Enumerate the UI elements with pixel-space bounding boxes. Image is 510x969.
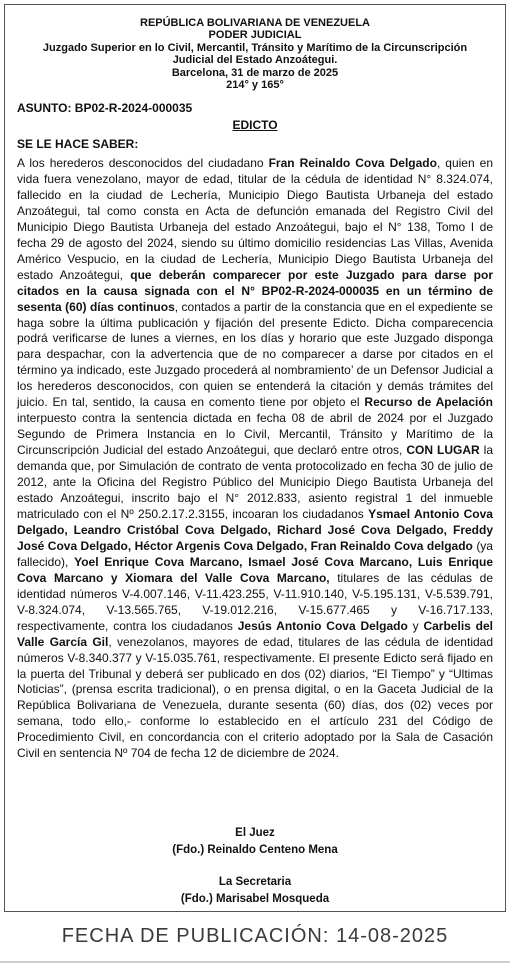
- document-title: EDICTO: [232, 118, 278, 132]
- body-bold-text: que deberán comparecer por este Juzgado para darse por citados en la causa signada con el N° BP02-R-2024-000035 en un término de sesenta (60) días continuos: [17, 267, 493, 314]
- body-text: y: [407, 618, 424, 633]
- body-bold-text: CON LUGAR: [406, 443, 480, 458]
- body-bold-text: Recurso de Apelación: [364, 395, 493, 410]
- body-text: titulares de las cédulas de identidad números V-4.007.146, V-11.423.255, V-11.910.140, V-5.195.131, V-5.539.791, V-8.324.074, V-13.565.765, V-19.012.216, V-15.677.465 y V-16.717.133, respectivamente, contra los ciudadanos: [17, 570, 493, 633]
- judge-name: (Fdo.) Reinaldo Centeno Mena: [172, 844, 338, 856]
- secretary-name: (Fdo.) Marisabel Mosqueda: [180, 893, 330, 905]
- header-judicial-power: PODER JUDICIAL: [208, 29, 302, 42]
- body-text: , venezolanos, mayores de edad, titulares de las cédula de identidad números V-8.340.377 y V-15.035.761, respectivamente. El presente Edicto será fijado en la puerta del Tribunal y deberá ser publicado en dos (02) diarios, “El Tiempo” y “Ultimas Noticias”, (prensa escrita tradicional), o en prensa digital, o en la Gaceta Judicial de la República Bolivariana de Venezuela, durante sesenta (60) días, dos (02) veces por semana, todo ello,- conforme lo establecido en el artículo 231 del Código de Procedimiento Civil, en concordancia con el criterio adoptado por la Sala de Casación Civil en sentencia Nº 704 de fecha 12 de diciembre de 2024.: [17, 634, 494, 761]
- body-bold-text: Jesús Antonio Cova Delgado: [237, 618, 408, 633]
- case-number: ASUNTO: BP02-R-2024-000035: [17, 101, 193, 115]
- secretary-title: La Secretaria: [218, 876, 292, 888]
- body-bold-text: Fran Reinaldo Cova Delgado: [268, 156, 437, 170]
- body-bold-text: Carbelis del Valle García Gil: [17, 618, 493, 649]
- body-bold-text: Ysmael Antonio Cova Delgado, Leandro Cristóbal Cova Delgado, Richard José Cova Delgado, Freddy José Cova Delgado, Héctor Argenis Cova Delgado, Fran Reinaldo Cova delgado: [17, 506, 493, 553]
- footer-divider: [0, 961, 510, 963]
- court-header: [5, 17, 505, 91]
- body-text: A los herederos desconocidos del ciudadano: [17, 156, 269, 170]
- body-bold-text: Yoel Enrique Cova Marcano, Ismael José Cova Marcano, Luis Enrique Cova Marcano y Xiomara del Valle Cova Marcano,: [17, 554, 493, 585]
- body-text: la demanda que, por Simulación de contrato de venta protocolizado en fecha 30 de julio de 2012, ante la Oficina del Registro Público del Municipio Diego Bautista Urbaneja del estado Anzoátegui, inscrito bajo el N° 2012.833, asiento registral 1 del inmueble matriculado con el Nº 250.2.17.2.3155, incoaran los ciudadanos: [17, 443, 493, 521]
- header-republic: REPÚBLICA BOLIVARIANA DE VENEZUELA: [140, 17, 370, 29]
- header-court-name: Juzgado Superior en lo Civil, Mercantil, Tránsito y Marítimo de la Circunscripción Judicial del Estado Anzoátegui.: [42, 41, 468, 67]
- header-years: 214° y 165°: [226, 79, 284, 92]
- body-text: (ya fallecido),: [17, 538, 493, 569]
- secretary-signature: [5, 874, 505, 908]
- body-text: interpuesto contra la sentencia dictada en fecha 08 de abril de 2024 por el Juzgado Segundo de Primera Instancia en lo Civil, Mercantil, Tránsito y Marítimo de la Circunscripción Judicial del estado Anzoátegui, que declaró entre otros,: [17, 411, 493, 458]
- judge-title: El Juez: [235, 827, 275, 839]
- edict-body: [17, 156, 493, 762]
- judge-signature: [5, 825, 505, 859]
- body-text: , quien en vida fuera venezolano, mayor de edad, titular de la cédula de identidad N° 8.324.074, fallecido en la ciudad de Lechería, Municipio Diego Bautista Urbaneja del estado Anzoátegui, tal como consta en Acta de defunción emanada del Registro Civil del Municipio Diego Bautista Urbaneja del estado Anzoátegui, bajo el N° 138, Tomo I de fecha 29 de agosto del 2024, siendo su último domicilio residencias Las Villas, Avenida Américo Vespucio, en la ciudad de Lechería, Municipio Diego Bautista Urbaneja del estado Anzoátegui,: [17, 156, 494, 282]
- publication-date: FECHA DE PUBLICACIÓN: 14-08-2025: [61, 925, 449, 947]
- body-text: , contados a partir de la constancia que en el expediente se haga sobre la última publicación y fijación del presente Edicto. Dicha comparecencia podrá verificarse de lunes a viernes, en los días y horario que este Juzgado disponga para despachar, con la advertencia que de no comparecer a darse por citados en el término ya indicado, este Juzgado procederá al nombramiento’ de un Defensor Judicial a los herederos desconocidos, con quien se entenderá la citación y demás trámites del juicio. En tal, sentido, la causa en comento tiene por objeto el: [17, 299, 493, 410]
- header-date: Barcelona, 31 de marzo de 2025: [171, 66, 339, 79]
- edict-notice: [4, 4, 506, 912]
- notice-intro: SE LE HACE SABER:: [17, 137, 139, 151]
